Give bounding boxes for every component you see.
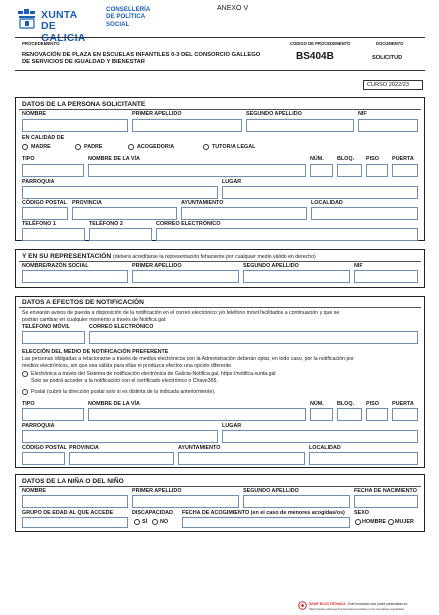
- applicant-segundo-apellido-field[interactable]: [246, 119, 354, 132]
- label-rep-nif: NIF: [354, 263, 363, 269]
- label-nif: NIF: [358, 111, 367, 117]
- label-child-nombre: NOMBRE: [22, 488, 46, 494]
- label-padre: PADRE: [84, 144, 103, 150]
- notif-num-field[interactable]: [310, 408, 333, 421]
- radio-mujer[interactable]: [388, 519, 394, 525]
- radio-tutor-legal[interactable]: [203, 144, 209, 150]
- course-label: CURSO 2022/23: [367, 82, 409, 88]
- label-notif-tipo: TIPO: [22, 401, 35, 407]
- label-notif-localidad: LOCALIDAD: [309, 445, 341, 451]
- applicant-bloq-field[interactable]: [337, 164, 362, 177]
- applicant-ayuntamiento-field[interactable]: [181, 207, 307, 220]
- dept-line3: SOCIAL: [106, 20, 130, 28]
- label-fecha-acogimiento: FECHA DE ACOGIMIENTO (en el caso de menores acogidas/os): [182, 510, 345, 516]
- logo-line1: XUNTA: [41, 9, 78, 21]
- applicant-tipo-field[interactable]: [22, 164, 84, 177]
- label-localidad: LOCALIDAD: [311, 200, 343, 206]
- label-bloq: BLOQ.: [337, 156, 355, 162]
- label-correo: CORREO ELECTRÓNICO: [156, 221, 221, 227]
- applicant-num-field[interactable]: [310, 164, 333, 177]
- label-telefono-movil: TELÉFONO MÓVIL: [22, 324, 70, 330]
- label-notif-correo: CORREO ELECTRÓNICO: [89, 324, 154, 330]
- label-tipo: TIPO: [22, 156, 35, 162]
- child-divider: [19, 486, 421, 487]
- rep-nif-field[interactable]: [354, 270, 418, 283]
- applicant-primer-apellido-field[interactable]: [132, 119, 242, 132]
- radio-postal[interactable]: [22, 389, 28, 395]
- notif-tipo-field[interactable]: [22, 408, 84, 421]
- logo-line2: DE GALICIA: [41, 20, 86, 44]
- applicant-lugar-field[interactable]: [222, 186, 418, 199]
- applicant-localidad-field[interactable]: [311, 207, 418, 220]
- radio-acogedor[interactable]: [128, 144, 134, 150]
- option-postal: Postal (cubrir la dirección postal solo si es distinta de la indicada anteriormente).: [31, 389, 216, 395]
- notif-piso-field[interactable]: [366, 408, 388, 421]
- rep-primer-apellido-field[interactable]: [132, 270, 239, 283]
- dept-name: [106, 6, 150, 28]
- label-sexo: SEXO: [354, 510, 369, 516]
- applicant-parroquia-field[interactable]: [22, 186, 218, 199]
- label-telefono1: TELÉFONO 1: [22, 221, 56, 227]
- label-si: SÍ: [142, 519, 148, 525]
- applicant-correo-field[interactable]: [156, 228, 418, 241]
- label-child-primer-apellido: PRIMER APELLIDO: [132, 488, 182, 494]
- label-notif-ayuntamiento: AYUNTAMIENTO: [178, 445, 221, 451]
- sede-logo: [298, 601, 428, 613]
- label-notif-piso: PISO: [366, 401, 379, 407]
- eleccion-text-2: medios electrónicos, sin que sea válida para ellas ni produzca efectos una opción diferente.: [22, 363, 233, 369]
- notif-via-field[interactable]: [88, 408, 306, 421]
- label-notif-puerta: PUERTA: [392, 401, 414, 407]
- child-title: DATOS DE LA NIÑA O DEL NIÑO: [22, 478, 124, 485]
- notif-puerta-field[interactable]: [392, 408, 418, 421]
- notif-correo-field[interactable]: [89, 331, 418, 344]
- label-notif-num: NÚM.: [310, 401, 324, 407]
- applicant-provincia-field[interactable]: [72, 207, 177, 220]
- applicant-telefono1-field[interactable]: [22, 228, 85, 241]
- footer-line2: https://sede.xunta.gal los formatos previstos en la normativa reguladora: [309, 607, 405, 611]
- label-notif-parroquia: PARROQUIA: [22, 423, 55, 429]
- applicant-nombre-field[interactable]: [22, 119, 128, 132]
- eleccion-text-1: Las personas obligadas a relacionarse a través de medios electrónicos con la Administración deberán optar, en todo caso, por la notificación por: [22, 356, 354, 362]
- label-child-fecha-nacimiento: FECHA DE NACIMIENTO: [354, 488, 417, 494]
- label-child-segundo-apellido: SEGUNDO APELLIDO: [243, 488, 299, 494]
- notification-title: DATOS A EFECTOS DE NOTIFICACIÓN: [22, 299, 144, 306]
- representation-note: (deberá acreditarse la representación fehaciente por cualquier medio válido en derecho): [113, 254, 316, 260]
- notif-ayuntamiento-field[interactable]: [178, 452, 305, 465]
- applicant-divider: [19, 109, 421, 110]
- applicant-piso-field[interactable]: [366, 164, 388, 177]
- procedure-label: PROCEDEMENTO: [22, 41, 60, 46]
- label-provincia: PROVINCIA: [72, 200, 102, 206]
- child-segundo-apellido-field[interactable]: [243, 495, 350, 508]
- label-nombre: NOMBRE: [22, 111, 46, 117]
- sede-icon: [298, 601, 307, 610]
- xunta-crest-icon: [16, 8, 38, 30]
- label-madre: MADRE: [31, 144, 51, 150]
- notif-provincia-field[interactable]: [69, 452, 174, 465]
- label-primer-apellido: PRIMER APELLIDO: [132, 111, 182, 117]
- label-notif-nombre-via: NOMBRE DE LA VÍA: [88, 401, 140, 407]
- label-codigo-postal: CÓDIGO POSTAL: [22, 200, 67, 206]
- radio-hombre[interactable]: [355, 519, 361, 525]
- applicant-telefono2-field[interactable]: [89, 228, 152, 241]
- child-grupo-edad-field[interactable]: [22, 517, 128, 528]
- option-electronic-1: Electrónica a través del Sistema de notificación electrónica de Galicia-Notifica.gal, https://notifica.xunta.gal: [31, 371, 276, 377]
- notif-cp-field[interactable]: [22, 452, 65, 465]
- label-piso: PISO: [366, 156, 379, 162]
- applicant-puerta-field[interactable]: [392, 164, 418, 177]
- label-discapacidad: DISCAPACIDAD: [132, 510, 173, 516]
- footer-line1: Este formulario solo podrá presentarse en: [348, 602, 408, 606]
- applicant-nif-field[interactable]: [358, 119, 418, 132]
- label-eleccion: ELECCIÓN DEL MEDIO DE NOTIFICACIÓN PREFERENTE: [22, 349, 169, 355]
- label-grupo-edad: GRUPO DE EDAD AL QUE ACCEDE: [22, 510, 114, 516]
- child-nombre-field[interactable]: [22, 495, 128, 508]
- label-parroquia: PARROQUIA: [22, 179, 55, 185]
- doc-value: SOLICITUD: [372, 55, 403, 61]
- radio-padre[interactable]: [75, 144, 81, 150]
- label-notif-provincia: PROVINCIA: [69, 445, 99, 451]
- label-telefono2: TELÉFONO 2: [89, 221, 123, 227]
- notification-intro-2: podrán cambiar en cualquier momento a través de Notifica.gal:: [22, 317, 167, 323]
- label-en-calidad: EN CALIDAD DE: [22, 135, 65, 141]
- notif-telefono-field[interactable]: [22, 331, 85, 344]
- label-rep-nombre: NOMBRE/RAZÓN SOCIAL: [22, 263, 89, 269]
- code-label: CÓDIGO DE PROCEDIMIENTO: [290, 41, 351, 46]
- option-electronic-2: Solo se podrá acceder a la notificación con el certificado electrónico o Chave365.: [31, 378, 218, 384]
- notification-divider: [19, 307, 421, 308]
- child-fecha-acogimiento-field[interactable]: [182, 517, 350, 528]
- radio-discapacidad-si[interactable]: [134, 519, 140, 525]
- applicant-cp-field[interactable]: [22, 207, 68, 220]
- label-tutor-legal: TUTOR/A LEGAL: [212, 144, 256, 150]
- notif-lugar-field[interactable]: [222, 430, 418, 443]
- sede-label: SEDE ELECTRÓNICA: [309, 602, 346, 606]
- label-notif-bloq: BLOQ.: [337, 401, 355, 407]
- label-notif-lugar: LUGAR: [222, 423, 242, 429]
- radio-discapacidad-no[interactable]: [152, 519, 158, 525]
- label-lugar: LUGAR: [222, 179, 242, 185]
- label-ayuntamiento: AYUNTAMIENTO: [181, 200, 224, 206]
- applicant-via-field[interactable]: [88, 164, 306, 177]
- radio-madre[interactable]: [22, 144, 28, 150]
- procedure-text-1: RENOVACIÓN DE PLAZA EN ESCUELAS INFANTILES 0-3 DEL CONSORCIO GALLEGO: [22, 52, 261, 58]
- label-acogedor: ACOGEDOR/A: [137, 144, 175, 150]
- annex-label: ANEXO V: [217, 5, 249, 12]
- applicant-title: DATOS DE LA PERSONA SOLICITANTE: [22, 101, 146, 108]
- representation-divider: [19, 261, 421, 262]
- representation-title: Y EN SU REPRESENTACIÓN: [22, 253, 112, 260]
- dept-line2: DE POLÍTICA: [106, 13, 146, 21]
- label-rep-segundo-apellido: SEGUNDO APELLIDO: [243, 263, 299, 269]
- doc-label: DOCUMENTO: [376, 41, 404, 46]
- label-no: NO: [160, 519, 169, 525]
- child-fecha-nacimiento-field[interactable]: [354, 495, 418, 508]
- label-mujer: MUJER: [395, 519, 414, 525]
- rep-segundo-apellido-field[interactable]: [243, 270, 350, 283]
- label-num: NÚM.: [310, 156, 324, 162]
- code-value: BS404B: [296, 51, 334, 62]
- label-segundo-apellido: SEGUNDO APELLIDO: [246, 111, 302, 117]
- radio-electronic[interactable]: [22, 371, 28, 377]
- notif-localidad-field[interactable]: [309, 452, 418, 465]
- procedure-text-2: DE SERVICIOS DE IGUALDAD Y BIENESTAR: [22, 59, 145, 65]
- label-nombre-via: NOMBRE DE LA VÍA: [88, 156, 140, 162]
- rep-nombre-field[interactable]: [22, 270, 128, 283]
- label-rep-primer-apellido: PRIMER APELLIDO: [132, 263, 182, 269]
- notif-bloq-field[interactable]: [337, 408, 362, 421]
- label-puerta: PUERTA: [392, 156, 414, 162]
- label-hombre: HOMBRE: [362, 519, 386, 525]
- label-notif-cp: CÓDIGO POSTAL: [22, 445, 67, 451]
- notification-intro-1: Se enviarán avisos de puesta a disposición de la notificación en el correo electrónico y/o teléfono móvil facilitados a continuación y que se: [22, 310, 340, 316]
- notif-parroquia-field[interactable]: [22, 430, 218, 443]
- dept-line1: CONSELLERÍA: [106, 6, 151, 13]
- child-primer-apellido-field[interactable]: [132, 495, 239, 508]
